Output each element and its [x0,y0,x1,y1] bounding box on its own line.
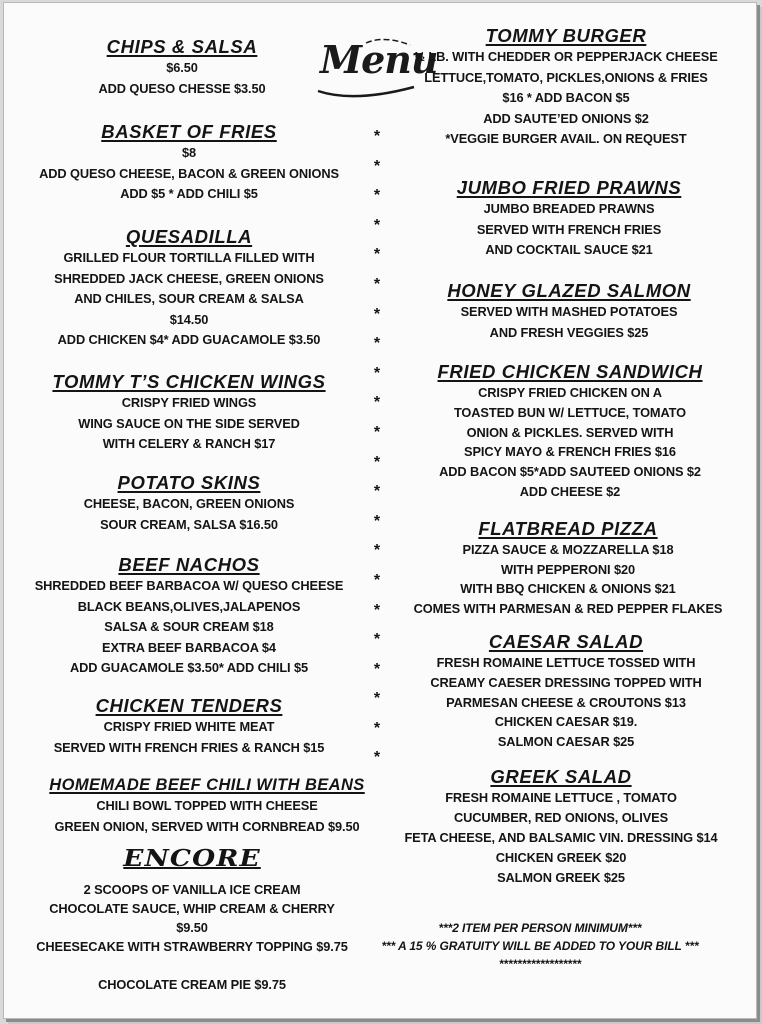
item-title: TOMMY BURGER [485,25,647,46]
item-line: ADD CHICKEN $4* ADD GUACAMOLE $3.50 [57,332,321,347]
item-line: AND CHILES, SOUR CREAM & SALSA [74,291,304,306]
item-line: CHICKEN GREEK $20 [495,850,627,865]
item-line: SALMON CAESAR $25 [497,734,635,750]
item-line: SHREDDED JACK CHEESE, GREEN ONIONS [54,270,324,286]
item-line: CREAMY CAESER DRESSING TOPPED WITH [430,674,702,690]
menu-item-jumbo-prawns [457,177,682,261]
dessert-line: CHOCOLATE SAUCE, WHIP CREAM & CHERRY [49,901,335,916]
logo-text: Menu [320,37,438,82]
item-line: SERVED WITH FRENCH FRIES & RANCH $15 [53,739,325,755]
asterisk-icon: * [373,187,381,205]
asterisk-icon: * [373,542,381,560]
asterisk-icon: * [373,305,381,323]
item-title: FLATBREAD PIZZA [478,518,658,539]
menu-item-chicken-tenders [54,695,325,758]
item-title: CHIPS & SALSA [106,36,258,57]
dessert-line: CHOCOLATE CREAM PIE $9.75 [98,977,286,992]
item-line: TOASTED BUN W/ LETTUCE, TOMATO [453,404,687,420]
menu-item-potato-skins [84,472,295,535]
item-line: CHILI BOWL TOPPED WITH CHEESE [96,798,318,813]
item-line: SPICY MAYO & FRENCH FRIES $16 [464,444,676,460]
menu-item-greek-salad [404,766,717,888]
item-title: POTATO SKINS [117,472,261,493]
menu-item-quesadilla [54,226,324,351]
encore-title: ENCORE [123,845,261,872]
item-title: CAESAR SALAD [488,631,644,652]
item-line: $6.50 [166,60,198,75]
asterisk-icon: * [373,246,381,264]
item-line: WING SAUCE ON THE SIDE SERVED [78,415,300,431]
item-line: FRESH ROMAINE LETTUCE , TOMATO [445,790,677,805]
item-line: GREEN ONION, SERVED WITH CORNBREAD $9.50 [54,818,360,834]
menu-item-beef-chili [49,774,364,837]
menu-item-flatbread-pizza [414,518,723,618]
menu-item-beef-nachos [35,554,344,679]
item-line: ADD BACON $5*ADD SAUTEED ONIONS $2 [439,464,701,480]
item-line: $14.50 [169,311,209,327]
dessert-line: 2 SCOOPS OF VANILLA ICE CREAM [83,882,301,897]
item-line: JUMBO BREADED PRAWNS [483,201,655,216]
asterisk-icon: * [373,483,381,501]
item-line: $8 [181,145,197,160]
item-title: JUMBO FRIED PRAWNS [456,177,682,198]
item-line: SOUR CREAM, SALSA $16.50 [100,516,278,532]
item-line: ADD QUESO CHESSE $3.50 [98,80,266,96]
encore-section [36,846,347,994]
asterisk-icon: * [373,335,381,353]
menu-item-chicken-wings [52,371,325,455]
asterisk-icon: * [373,394,381,412]
item-line: FRESH ROMAINE LETTUCE TOSSED WITH [436,655,696,670]
item-line: ADD GUACAMOLE $3.50* ADD CHILI $5 [69,660,308,675]
item-title: HOMEMADE BEEF CHILI WITH BEANS [49,776,365,794]
item-line: CHEESE, BACON, GREEN ONIONS [83,496,295,511]
item-line: PARMESAN CHEESE & CROUTONS $13 [446,694,686,710]
menu-item-caesar-salad [430,631,701,752]
item-line: ADD SAUTE’ED ONIONS $2 [483,110,649,126]
asterisk-rule: ****************** [498,957,582,971]
asterisk-icon: * [373,364,381,382]
item-title: FRIED CHICKEN SANDWICH [437,361,703,382]
item-line: SALSA & SOUR CREAM $18 [104,619,274,634]
item-line: AND COCKTAIL SAUCE $21 [485,242,653,257]
item-title: HONEY GLAZED SALMON [447,280,691,301]
minimum-notice: ***2 ITEM PER PERSON MINIMUM*** [438,921,642,935]
item-line: WITH PEPPERONI $20 [500,561,636,577]
item-line: FETA CHEESE, AND BALSAMIC VIN. DRESSING $14 [404,830,718,845]
asterisk-icon: * [373,719,381,737]
item-line: ADD QUESO CHEESE, BACON & GREEN ONIONS [39,165,339,181]
item-line: EXTRA BEEF BARBACOA $4 [102,639,276,655]
item-title: GREEK SALAD [490,766,632,787]
item-line: WITH CELERY & RANCH $17 [102,436,276,451]
menu-item-chips-salsa [98,36,265,99]
item-line: PIZZA SAUCE & MOZZARELLA $18 [462,542,674,557]
item-line: AND FRESH VEGGIES $25 [489,324,649,340]
item-line: CRISPY FRIED CHICKEN ON A [478,385,662,400]
asterisk-divider [370,126,384,777]
item-line: $16 * ADD BACON $5 [502,90,630,105]
item-line: COMES WITH PARMESAN & RED PEPPER FLAKES [413,600,723,616]
menu-logo [314,33,438,103]
item-line: SERVED WITH FRENCH FRIES [476,221,662,237]
menu-item-basket-of-fries [39,121,339,205]
item-line: ONION & PICKLES. SERVED WITH [466,424,674,440]
asterisk-icon: * [373,157,381,175]
item-line: GRILLED FLOUR TORTILLA FILLED WITH [63,250,315,265]
item-line: SERVED WITH MASHED POTATOES [460,304,678,319]
item-title: QUESADILLA [125,226,253,247]
asterisk-icon: * [373,128,381,145]
item-line: LETTUCE,TOMATO, PICKLES,ONIONS & FRIES [424,69,708,85]
item-line: CRISPY FRIED WINGS [121,395,257,410]
asterisk-icon: * [373,453,381,471]
dessert-line: CHEESECAKE WITH STRAWBERRY TOPPING $9.75 [36,939,348,954]
asterisk-icon: * [373,423,381,441]
gratuity-notice: *** A 15 % GRATUITY WILL BE ADDED TO YOUR BILL *** [381,939,699,953]
footer-notices [381,919,698,973]
asterisk-icon: * [373,571,381,589]
item-line: CRISPY FRIED WHITE MEAT [103,719,275,734]
asterisk-icon: * [373,512,381,530]
item-title: BEEF NACHOS [118,554,260,575]
item-line: ADD CHEESE $2 [519,483,621,499]
menu-item-tommy-burger [414,25,717,150]
asterisk-icon: * [373,631,381,649]
item-line: ADD $5 * ADD CHILI $5 [120,186,258,201]
menu-item-honey-salmon [447,280,690,343]
asterisk-icon: * [373,216,381,234]
menu-item-fried-chicken-sandwich [437,361,702,502]
asterisk-icon: * [373,749,381,767]
asterisk-icon: * [373,601,381,619]
item-line: CHICKEN CAESAR $19. [494,714,638,730]
item-title: TOMMY T’S CHICKEN WINGS [52,371,326,392]
item-title: CHICKEN TENDERS [95,695,283,716]
item-line: *VEGGIE BURGER AVAIL. ON REQUEST [445,131,687,146]
item-line: CUCUMBER, RED ONIONS, OLIVES [453,810,669,825]
item-title: BASKET OF FRIES [101,121,277,142]
dessert-line: $9.50 [176,920,208,935]
item-line: SALMON GREEK $25 [497,870,625,885]
menu-page [3,2,757,1019]
item-line: SHREDDED BEEF BARBACOA W/ QUESO CHEESE [34,578,344,593]
item-line: BLACK BEANS,OLIVES,JALAPENOS [77,598,301,614]
item-line: WITH BBQ CHICKEN & ONIONS $21 [460,581,676,596]
item-line: ½ LB. WITH CHEDDER OR PEPPERJACK CHEESE [414,49,718,64]
asterisk-icon: * [373,690,381,708]
asterisk-icon: * [373,660,381,678]
asterisk-icon: * [373,275,381,293]
